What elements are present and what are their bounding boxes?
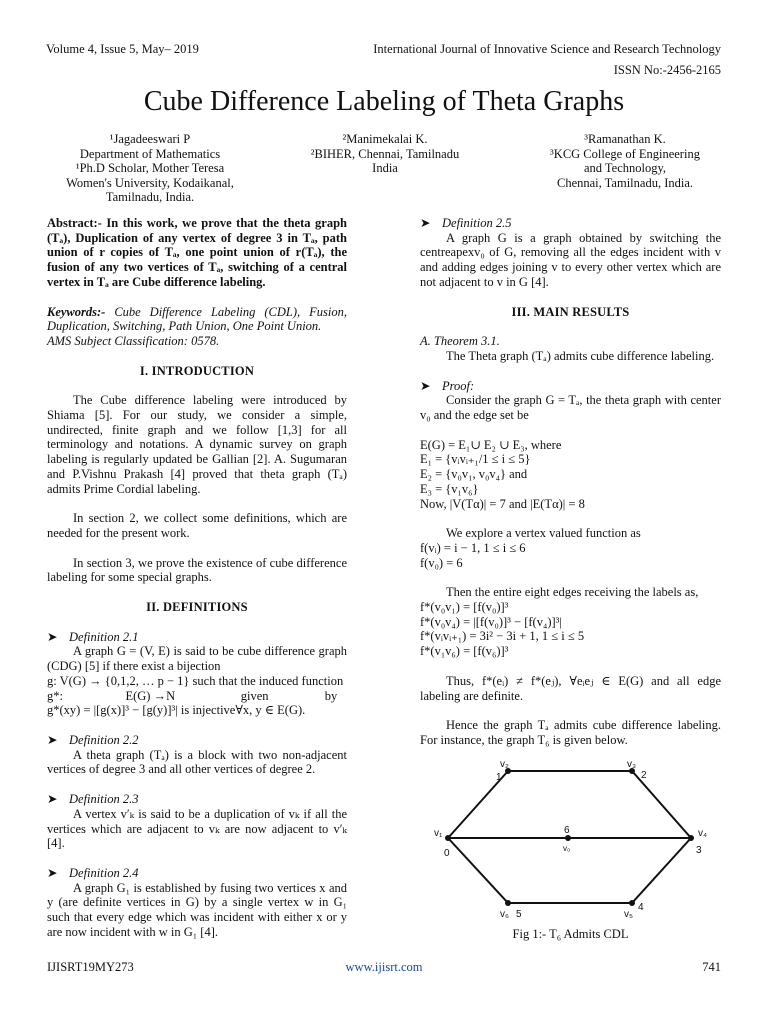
vertex-label-1: 1	[496, 772, 502, 783]
keywords-text: Cube Difference Labeling (CDL), Fusion, Duplication, Switching, Path Union, One Point Union.	[47, 304, 347, 334]
definition-2-2-title	[47, 733, 347, 748]
section-heading-introduction: I. INTRODUCTION	[139, 363, 255, 378]
vertex-name-v2: v₂	[500, 759, 509, 770]
journal-name: International Journal of Innovative Science and Research Technology	[373, 42, 721, 56]
definition-2-2-text: A theta graph (Tₐ) is a block with two non-adjacent vertices of degree 3 and all other vertices of degree 2.	[47, 747, 347, 777]
vertex-name-v3: v₃	[627, 759, 637, 770]
theta-graph-figure	[420, 755, 721, 925]
vertex-label-4: 4	[638, 902, 644, 913]
vertex-name-v5: v₅	[624, 909, 634, 920]
author-affiliation: and Technology,	[583, 161, 667, 175]
arrow-bullet-icon: ➤	[47, 865, 58, 880]
edge-set-line: E(G) = E₁∪ E₂ ∪ E₃, where	[420, 437, 562, 452]
vertex-name-v0: v₀	[563, 844, 571, 853]
edge-set-line: E₁ = {vᵢvᵢ₊₁/1 ≤ i ≤ 5}	[420, 452, 531, 467]
definition-2-1-induced: g*: E(G) →N given by	[47, 688, 338, 703]
vertex-name-v4: v₄	[698, 828, 708, 839]
proof-label	[420, 379, 721, 394]
left-column	[47, 216, 347, 939]
hence-text: Hence the graph Tₐ admits cube difference labeling. For instance, the graph T₆ is given below.	[420, 718, 721, 747]
author-affiliation: ¹Ph.D Scholar, Mother Teresa	[75, 161, 225, 175]
journal-website-link[interactable]: www.ijisrt.com	[345, 960, 423, 974]
definition-2-1-title	[47, 630, 347, 645]
paper-title: Cube Difference Labeling of Theta Graphs	[143, 86, 625, 117]
definition-2-5-title	[420, 216, 721, 231]
abstract-label: Abstract:-	[47, 216, 102, 230]
vertex-label-5: 5	[516, 909, 522, 920]
definition-title-text: Definition 2.2	[69, 732, 139, 747]
definition-title-text: Definition 2.1	[69, 629, 139, 644]
definition-2-3-text: A vertex v′ₖ is said to be a duplication of vₖ if all the vertices which are adjacent to vₖ are now adjacent to v′ₖ [4].	[47, 806, 347, 851]
author-block-3	[520, 132, 730, 190]
arrow-bullet-icon: ➤	[420, 216, 431, 230]
edge-v6-v1	[448, 838, 508, 903]
definition-2-4-text: A graph G₁ is established by fusing two vertices x and y (are definite vertices in G) by a single vertex w in G₁ such that every edge which was incident with either x or y are now incident with w in G₁ [4].	[47, 880, 347, 939]
definition-2-1-text: A graph G = (V, E) is said to be cube difference graph (CDG) [5] if there exist a bijection	[47, 644, 347, 674]
edge-label-line: f*(vᵢvᵢ₊₁) = 3i² − 3i + 1, 1 ≤ i ≤ 5	[420, 629, 585, 644]
section-heading-definitions: II. DEFINITIONS	[146, 600, 248, 615]
paper-code: IJISRT19MY273	[47, 960, 134, 974]
vertex-v5	[629, 900, 635, 906]
edge-label-line: f*(v₁v₆) = [f(v₆)]³	[420, 644, 509, 659]
edge-v3-v4	[632, 771, 691, 838]
edge-set-line: E₃ = {v₁v₆}	[420, 481, 479, 496]
vertex-v6	[505, 900, 511, 906]
ams-classification: AMS Subject Classification: 0578.	[47, 333, 220, 348]
edge-v4-v5	[632, 838, 691, 903]
definition-2-5-text: A graph G is a graph obtained by switching the centreapexv₀ of G, removing all the edges incident with v and adding edges joining v to every other vertex which are not adjacent to v in G [4].	[420, 230, 721, 289]
theorem-title: A. Theorem 3.1.	[420, 334, 500, 349]
arrow-bullet-icon: ➤	[47, 732, 58, 747]
definition-title-text: Definition 2.4	[69, 865, 139, 880]
intro-paragraph-1: The Cube difference labeling were introduced by Shiama [5]. For our study, we consider a simple, undirected, finite graph and we follow [1,3] for all terminology and notations. A dynamic survey on graph labeling is regularly updated be Gallian [2]. A. Sugumaran and P.Vishnu Prakash [4] proved that theta graph (Tₐ) admits Prime Cordial labeling.	[47, 393, 347, 496]
vertex-label-3: 3	[696, 845, 702, 856]
author-affiliation: ³KCG College of Engineering	[550, 146, 700, 161]
author-affiliation: Department of Mathematics	[79, 146, 221, 161]
keywords	[47, 305, 347, 334]
vertex-v4	[688, 835, 694, 841]
vertex-label-2: 2	[641, 770, 647, 781]
vertex-label-6: 6	[564, 825, 570, 836]
author-name: ²Manimekalai K.	[342, 132, 428, 146]
edge-label-line: f*(v₀v₁) = [f(v₀)]³	[420, 600, 509, 615]
vertex-function-line: f(vᵢ) = i − 1, 1 ≤ i ≤ 6	[420, 540, 526, 555]
author-affiliation: Tamilnadu, India.	[105, 190, 195, 204]
vertex-name-v1: v₁	[434, 828, 443, 839]
keywords-label: Keywords:-	[47, 304, 106, 319]
author-affiliation: India	[372, 161, 398, 175]
definition-2-1-bijection: g: V(G) → {0,1,2, … p − 1} such that the induced function	[47, 673, 344, 688]
definition-title-text: Definition 2.5	[442, 216, 512, 230]
abstract	[47, 216, 347, 290]
edge-label-line: f*(v₀v₄) = |[f(v₀)]³ − [f(v₄)]³|	[420, 614, 562, 629]
proof-label-text: Proof:	[442, 378, 475, 393]
author-affiliation: Women's University, Kodaikanal,	[66, 175, 234, 190]
definition-2-4-title	[47, 866, 347, 881]
author-affiliation: ²BIHER, Chennai, Tamilnadu	[310, 146, 460, 161]
right-column	[420, 216, 721, 748]
definition-title-text: Definition 2.3	[69, 792, 139, 807]
definition-2-3-title	[47, 792, 347, 807]
section-heading-main-results: III. MAIN RESULTS	[511, 304, 630, 319]
arrow-bullet-icon: ➤	[420, 378, 431, 393]
vertex-label-0: 0	[444, 848, 450, 859]
figure-caption: Fig 1:- T₆ Admits CDL	[512, 927, 629, 941]
intro-paragraph-2: In section 2, we collect some definitions, which are needed for the present work.	[47, 511, 347, 540]
vertex-function-line: f(v₀) = 6	[420, 555, 463, 570]
edge-set-line: Now, |V(Tα)| = 7 and |E(Tα)| = 8	[420, 496, 585, 511]
intro-paragraph-3: In section 3, we prove the existence of cube difference labeling for some special graphs.	[47, 555, 347, 585]
author-name: ³Ramanathan K.	[584, 132, 666, 146]
author-affiliation: Chennai, Tamilnadu, India.	[556, 175, 694, 190]
author-block-1	[40, 132, 260, 205]
edge-set-line: E₂ = {v₀v₁, v₀v₄} and	[420, 467, 528, 482]
arrow-bullet-icon: ➤	[47, 629, 58, 644]
author-name: ¹Jagadeeswari P	[109, 132, 191, 146]
volume-info: Volume 4, Issue 5, May– 2019	[46, 42, 199, 56]
vertex-v1	[445, 835, 451, 841]
explore-text: We explore a vertex valued function as	[446, 526, 641, 541]
proof-intro: Consider the graph G = Tₐ, the theta graph with center v₀ and the edge set be	[420, 393, 721, 423]
thus-text: Thus, f*(eᵢ) ≠ f*(eⱼ), ∀eᵢeⱼ ∈ E(G) and all edge labeling are definite.	[420, 673, 721, 703]
vertex-name-v6: v₆	[500, 909, 510, 920]
definition-2-1-injective: g*(xy) = |[g(x)]³ − [g(y)]³| is injective∀x, y ∈ E(G).	[47, 703, 306, 718]
issn: ISSN No:-2456-2165	[613, 63, 721, 77]
arrow-bullet-icon: ➤	[47, 792, 58, 807]
edge-labels-intro: Then the entire eight edges receiving the labels as,	[446, 585, 699, 600]
author-block-2	[280, 132, 490, 176]
theorem-statement: The Theta graph (Tₐ) admits cube difference labeling.	[446, 348, 715, 363]
abstract-text: In this work, we prove that the theta graph (Tₐ), Duplication of any vertex of degree 3 in Tₐ, path union of r copies of Tₐ, one point union of r(Tₐ), the fusion of any two vertices of Tₐ, switching of a central vertex in Tₐ are Cube difference labeling.	[47, 216, 347, 289]
page-number: 741	[702, 960, 721, 974]
